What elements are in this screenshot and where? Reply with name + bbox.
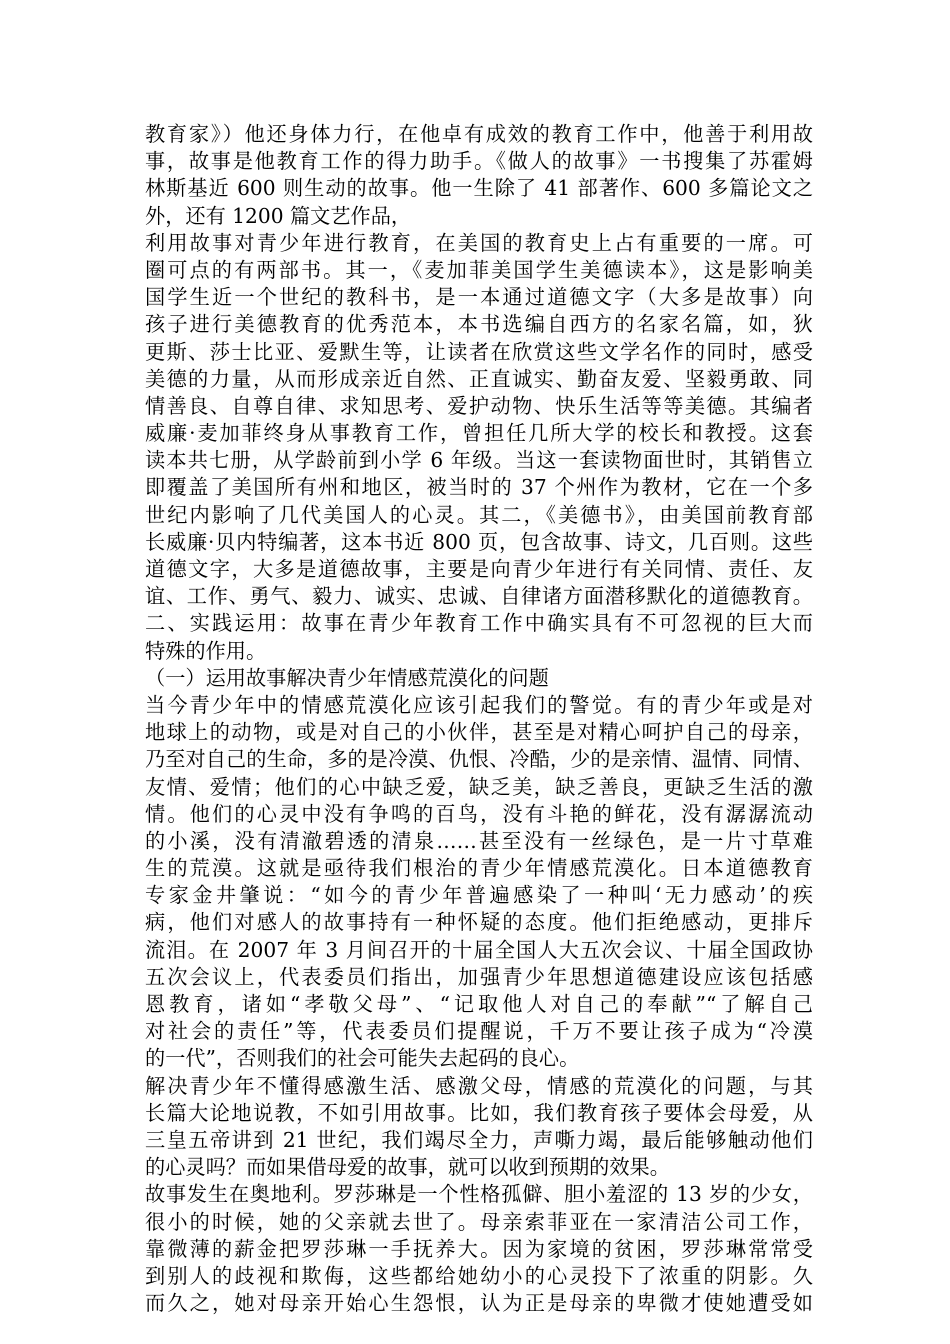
text-line: 孩子进行美德教育的优秀范本，本书选编自西方的名家名篇，如，狄 <box>145 312 813 337</box>
text-line: 的一代”，否则我们的社会可能失去起码的良心。 <box>145 1046 580 1071</box>
text-line: 二、实践运用：故事在青少年教育工作中确实具有不可忽视的巨大而 <box>145 611 813 636</box>
text-line: 教育家》）他还身体力行，在他卓有成效的教育工作中，他善于利用故 <box>145 122 813 146</box>
text-line: 生的荒漠。这就是亟待我们根治的青少年情感荒漠化。日本道德教育 <box>145 856 813 881</box>
text-line: 即覆盖了美国所有州和地区，被当时的 37 个州作为教材，它在一个多 <box>145 475 813 500</box>
text-line: 靠微薄的薪金把罗莎琳一手抚养大。因为家境的贫困，罗莎琳常常受 <box>145 1236 813 1261</box>
text-line: 威廉·麦加菲终身从事教育工作，曾担任几所大学的校长和教授。这套 <box>145 421 813 446</box>
text-line: 地球上的动物，或是对自己的小伙伴，甚至是对精心呵护自己的母亲， <box>145 720 813 745</box>
text-line: 解决青少年不懂得感激生活、感激父母，情感的荒漠化的问题，与其 <box>145 1073 813 1098</box>
text-line: 到别人的歧视和欺侮，这些都给她幼小的心灵投下了浓重的阴影。久 <box>145 1263 813 1288</box>
text-line: 长威廉·贝内特编著，这本书近 800 页，包含故事、诗文，几百则。这些 <box>145 529 813 554</box>
text-line: 的心灵吗？而如果借母爱的故事，就可以收到预期的效果。 <box>145 1155 670 1180</box>
text-line: 情善良、自尊自律、求知思考、爱护动物、快乐生活等等美德。其编者 <box>145 393 813 418</box>
text-line: 流泪。在 2007 年 3 月间召开的十届全国人大五次会议、十届全国政协 <box>145 937 813 962</box>
text-line: 当今青少年中的情感荒漠化应该引起我们的警觉。有的青少年或是对 <box>145 692 813 717</box>
text-line: 林斯基近 600 则生动的故事。他一生除了 41 部著作、600 多篇论文之 <box>145 176 813 201</box>
text-line: 三皇五帝讲到 21 世纪，我们竭尽全力，声嘶力竭，最后能够触动他们 <box>145 1127 813 1152</box>
text-line: 国学生近一个世纪的教科书，是一本通过道德文字（大多是故事）向 <box>145 285 813 310</box>
document-page <box>145 121 813 1317</box>
text-line: 谊、工作、勇气、毅力、诚实、忠诚、自律诸方面潜移默化的道德教育。 <box>145 584 813 609</box>
text-line: （一）运用故事解决青少年情感荒漠化的问题 <box>145 665 549 690</box>
text-line: 故事发生在奥地利。罗莎琳是一个性格孤僻、胆小羞涩的 13 岁的少女， <box>145 1182 813 1207</box>
text-line: 长篇大论地说教，不如引用故事。比如，我们教育孩子要体会母爱，从 <box>145 1100 813 1125</box>
text-line: 美德的力量，从而形成亲近自然、正直诚实、勤奋友爱、坚毅勇敢、同 <box>145 366 813 391</box>
text-line: 利用故事对青少年进行教育，在美国的教育史上占有重要的一席。可 <box>145 230 813 255</box>
text-line: 乃至对自己的生命，多的是冷漠、仇恨、冷酷，少的是亲情、温情、同情、 <box>145 747 813 772</box>
text-line: 事，故事是他教育工作的得力助手。《做人的故事》一书搜集了苏霍姆 <box>145 149 813 174</box>
text-line: 病，他们对感人的故事持有一种怀疑的态度。他们拒绝感动，更排斥 <box>145 910 813 935</box>
text-line: 外，还有 1200 篇文艺作品， <box>145 203 412 228</box>
text-line: 特殊的作用。 <box>145 638 267 663</box>
text-line: 更斯、莎士比亚、爱默生等，让读者在欣赏这些文学名作的同时，感受 <box>145 339 813 364</box>
text-line: 专家金井肇说：“如今的青少年普遍感染了一种叫‘无力感动’的疾 <box>145 883 813 908</box>
text-line: 圈可点的有两部书。其一，《麦加菲美国学生美德读本》，这是影响美 <box>145 257 813 282</box>
text-line: 恩教育，诸如“孝敬父母”、“记取他人对自己的奉献”“了解自己 <box>145 992 813 1016</box>
text-line: 读本共七册，从学龄前到小学 6 年级。当这一套读物面世时，其销售立 <box>145 448 813 473</box>
text-line: 世纪内影响了几代美国人的心灵。其二，《美德书》，由美国前教育部 <box>145 502 813 527</box>
text-line: 五次会议上，代表委员们指出，加强青少年思想道德建设应该包括感 <box>145 964 813 989</box>
text-line: 的小溪，没有清澈碧透的清泉……甚至没有一丝绿色，是一片寸草难 <box>145 828 813 853</box>
text-line: 很小的时候，她的父亲就去世了。母亲索菲亚在一家清洁公司工作， <box>145 1209 813 1234</box>
text-line: 情。他们的心灵中没有争鸣的百鸟，没有斗艳的鲜花，没有潺潺流动 <box>145 801 813 826</box>
text-line: 道德文字，大多是道德故事，主要是向青少年进行有关同情、责任、友 <box>145 557 813 581</box>
text-line: 对社会的责任”等，代表委员们提醒说，千万不要让孩子成为“冷漠 <box>145 1019 813 1044</box>
text-line: 友情、爱情；他们的心中缺乏爱，缺乏美，缺乏善良，更缺乏生活的激 <box>145 774 813 799</box>
text-line: 而久之，她对母亲开始心生怨恨，认为正是母亲的卑微才使她遭受如 <box>145 1291 813 1316</box>
